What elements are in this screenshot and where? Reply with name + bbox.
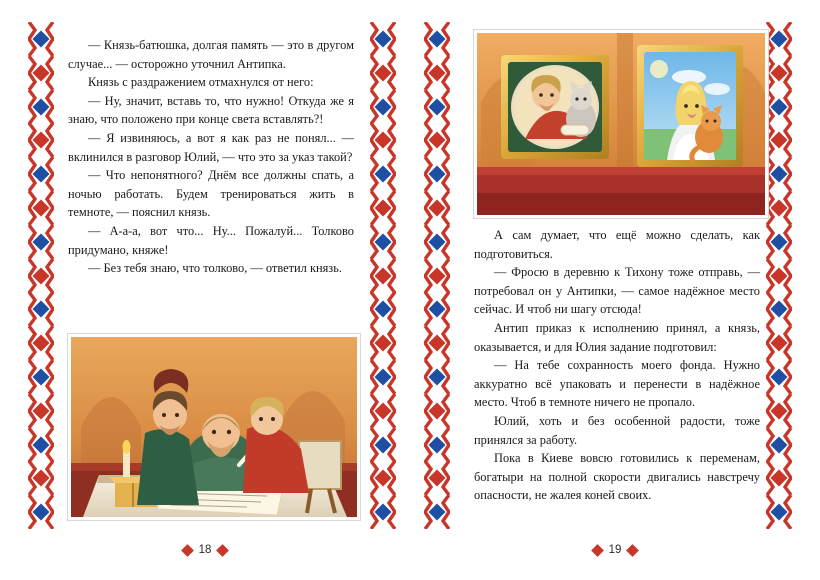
ornament-motif	[424, 259, 450, 293]
right-page-paragraph: — На тебе сохранность моего фонда. Нужно аккуратно всё упаковать и перенести в надёжное место. Чтоб в темноте ничего не пропало.	[474, 358, 760, 410]
ornament-motif	[370, 428, 396, 462]
ornament-motif	[28, 461, 54, 495]
ornament-motif	[28, 360, 54, 394]
ornament-motif	[424, 360, 450, 394]
illustration-right-svg	[477, 33, 765, 215]
right-page-paragraph: Антип приказ к исполнению принял, а князь, оказывается, и для Юлия задание подготовил:	[474, 320, 760, 354]
left-page-footer	[0, 544, 410, 556]
left-page-paragraph: — Ну, значит, вставь то, что нужно! Откуда же я знаю, что положено при конце света вставлять?!	[68, 93, 354, 127]
ornament-border-left-inner	[370, 22, 396, 530]
ornament-motif	[28, 326, 54, 360]
right-page-paragraph: А сам думает, что ещё можно сделать, как подготовиться.	[474, 228, 760, 261]
left-page-text	[68, 36, 354, 278]
ornament-motif	[28, 259, 54, 293]
ornament-motif	[28, 22, 54, 56]
ornament-motif	[28, 90, 54, 124]
ornament-motif	[28, 495, 54, 529]
ornament-motif	[766, 157, 792, 191]
left-page-paragraph: — Без тебя знаю, что толково, — ответил князь.	[88, 261, 342, 276]
ornament-motif	[766, 259, 792, 293]
ornament-motif	[370, 157, 396, 191]
ornament-motif	[424, 428, 450, 462]
ornament-motif	[424, 157, 450, 191]
ornament-motif	[370, 90, 396, 124]
right-page	[410, 0, 820, 580]
ornament-motif	[766, 326, 792, 360]
ornament-motif	[370, 495, 396, 529]
ornament-motif	[424, 56, 450, 90]
ornament-motif	[370, 360, 396, 394]
ornament-motif	[424, 394, 450, 428]
ornament-border-right-inner	[424, 22, 450, 530]
ornament-motif	[424, 326, 450, 360]
left-page-paragraph: — Что непонятного? Днём все должны спать, а ночью работать. Будем тренироваться жить в темноте, — пояснил князь.	[68, 168, 354, 220]
left-page-paragraph: — Князь-батюшка, долгая память — это в другом случае... — осторожно уточнил Антипка.	[68, 38, 354, 71]
ornament-motif	[424, 90, 450, 124]
ornament-motif	[28, 225, 54, 259]
ornament-motif	[424, 123, 450, 157]
ornament-motif	[766, 428, 792, 462]
portrait-gallery-scene	[474, 30, 768, 218]
ornament-motif	[766, 191, 792, 225]
ornament-motif	[370, 56, 396, 90]
page-number-right: 19	[608, 544, 622, 556]
right-page-paragraph: Юлий, хоть и без особенной радости, тоже принялся за работу.	[474, 413, 760, 447]
left-page-paragraph: — Я извиняюсь, а вот я как раз не понял... — вклинился в разговор Юлий, — что это за указ такой?	[68, 130, 354, 164]
ornament-motif	[424, 495, 450, 529]
ornament-motif	[424, 461, 450, 495]
right-page-paragraph: Пока в Киеве вовсю готовились к переменам, богатыри на полной скорости двигались навстречу опасности, не жалея коней своих.	[474, 451, 760, 503]
footer-diamond-icon	[627, 544, 640, 557]
ornament-border-right-outer	[766, 22, 792, 530]
ornament-motif	[766, 123, 792, 157]
ornament-motif	[424, 22, 450, 56]
ornament-motif	[424, 191, 450, 225]
footer-diamond-icon	[217, 544, 230, 557]
page-number-left: 18	[198, 544, 212, 556]
ornament-motif	[766, 56, 792, 90]
illustration-left-svg	[71, 337, 357, 517]
left-page-paragraph: Князь с раздражением отмахнулся от него:	[88, 75, 314, 90]
ornament-motif	[370, 22, 396, 56]
ornament-motif	[28, 56, 54, 90]
ornament-motif	[766, 292, 792, 326]
ornament-motif	[766, 360, 792, 394]
ornament-motif	[766, 225, 792, 259]
ornament-motif	[28, 123, 54, 157]
ornament-motif	[370, 292, 396, 326]
ornament-motif	[28, 292, 54, 326]
ornament-motif	[370, 123, 396, 157]
ornament-motif	[370, 225, 396, 259]
footer-diamond-icon	[591, 544, 604, 557]
left-page-paragraph: — А-а-а, вот что... Ну... Пожалуй... Толково придумано, княже!	[68, 223, 354, 257]
ornament-motif	[766, 461, 792, 495]
ornament-motif	[370, 259, 396, 293]
ornament-motif	[766, 22, 792, 56]
right-page-paragraph: — Фросю в деревню к Тихону тоже отправь, — потребовал он у Антипки, — самое надёжное место сейчас. И чтоб ни шагу отсюда!	[474, 265, 760, 317]
ornament-motif	[370, 394, 396, 428]
ornament-motif	[28, 428, 54, 462]
ornament-motif	[370, 461, 396, 495]
prince-dictating-decree-scene	[68, 334, 360, 520]
ornament-motif	[28, 157, 54, 191]
ornament-motif	[766, 90, 792, 124]
ornament-motif	[424, 225, 450, 259]
footer-diamond-icon	[181, 544, 194, 557]
ornament-motif	[370, 326, 396, 360]
right-page-footer	[410, 544, 820, 556]
ornament-motif	[370, 191, 396, 225]
right-page-text	[474, 226, 760, 505]
ornament-border-left-outer	[28, 22, 54, 530]
ornament-motif	[28, 394, 54, 428]
ornament-motif	[766, 394, 792, 428]
ornament-motif	[28, 191, 54, 225]
ornament-motif	[424, 292, 450, 326]
ornament-motif	[766, 495, 792, 529]
